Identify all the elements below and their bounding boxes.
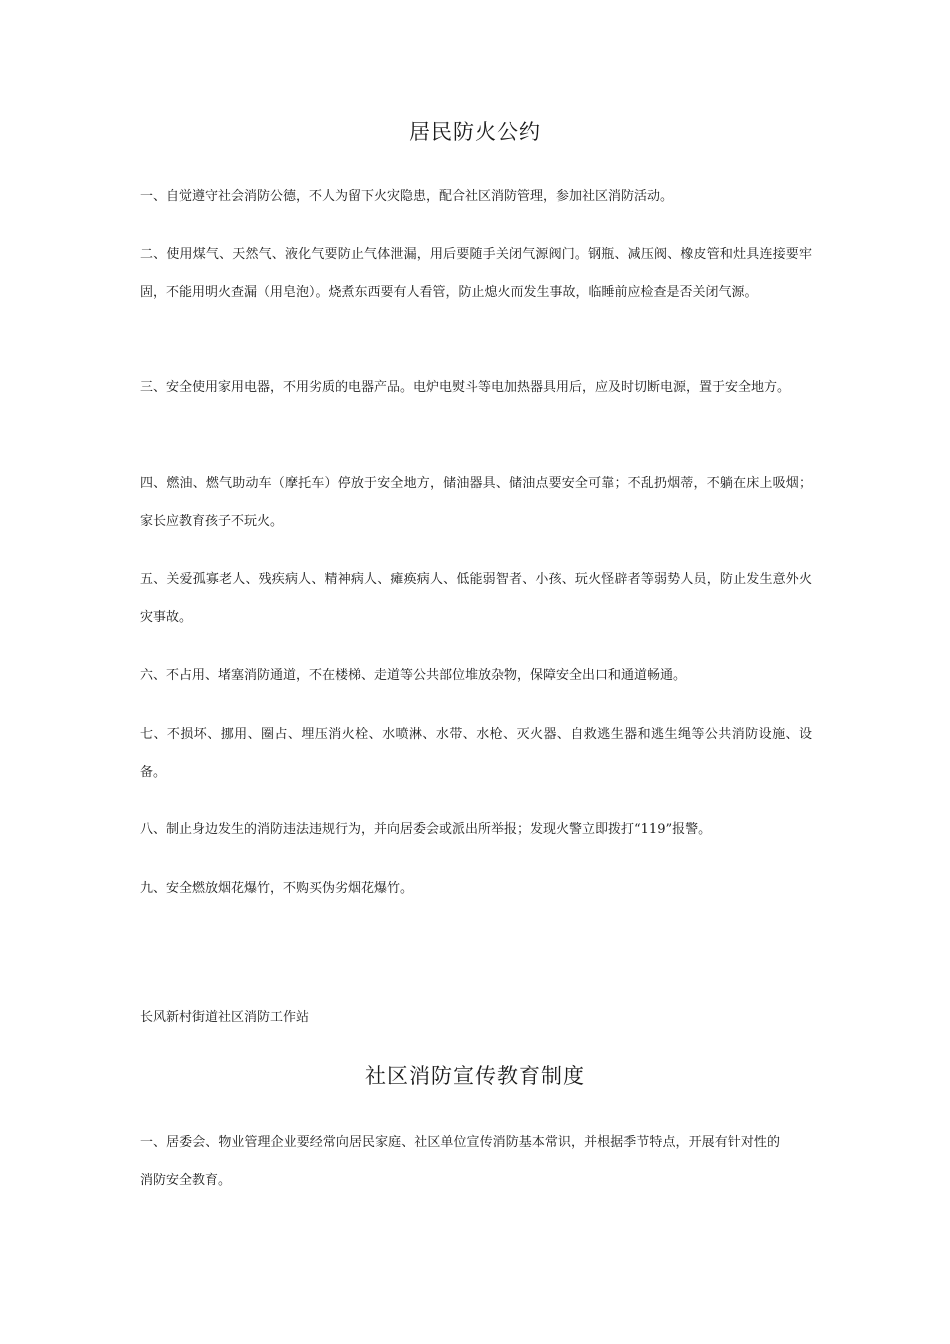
convention-item-3: 三、安全使用家用电器，不用劣质的电器产品。电炉电熨斗等电加热器具用后，应及时切断电源，置于安全地方。 (140, 380, 791, 395)
doc-title-education-system: 社区消防宣传教育制度 (365, 1064, 585, 1088)
convention-item-8: 八、制止身边发生的消防违法违规行为，并向居委会或派出所举报；发现火警立即拨打“119”报警。 (140, 822, 712, 837)
convention-item-5: 五、关爱孤寡老人、残疾病人、精神病人、瘫痪病人、低能弱智者、小孩、玩火怪辟者等弱势人员，防止发生意外火灾事故。 (140, 572, 812, 625)
doc-title-fire-convention: 居民防火公约 (409, 120, 541, 144)
education-item-1: 一、居委会、物业管理企业要经常向居民家庭、社区单位宣传消防基本常识，并根据季节特点，开展有针对性的消防安全教育。 (140, 1135, 780, 1188)
convention-item-2: 二、使用煤气、天然气、液化气要防止气体泄漏，用后要随手关闭气源阀门。钢瓶、减压阀、橡皮管和灶具连接要牢固，不能用明火查漏（用皂泡）。烧煮东西要有人看管，防止熄火而发生事故，临睡前应检查是否关闭气源。 (140, 247, 812, 300)
convention-item-7: 七、不损坏、挪用、圈占、埋压消火栓、水喷淋、水带、水枪、灭火器、自救逃生器和逃生绳等公共消防设施、设备。 (140, 727, 812, 780)
convention-item-6: 六、不占用、堵塞消防通道，不在楼梯、走道等公共部位堆放杂物，保障安全出口和通道畅通。 (140, 668, 687, 683)
convention-item-1: 一、自觉遵守社会消防公德，不人为留下火灾隐患，配合社区消防管理，参加社区消防活动。 (140, 189, 674, 204)
convention-item-9: 九、安全燃放烟花爆竹，不购买伪劣烟花爆竹。 (140, 881, 414, 896)
signature-line: 长风新村街道社区消防工作站 (140, 1010, 310, 1025)
convention-item-4: 四、燃油、燃气助动车（摩托车）停放于安全地方，储油器具、储油点要安全可靠；不乱扔烟蒂，不躺在床上吸烟；家长应教育孩子不玩火。 (140, 476, 812, 529)
